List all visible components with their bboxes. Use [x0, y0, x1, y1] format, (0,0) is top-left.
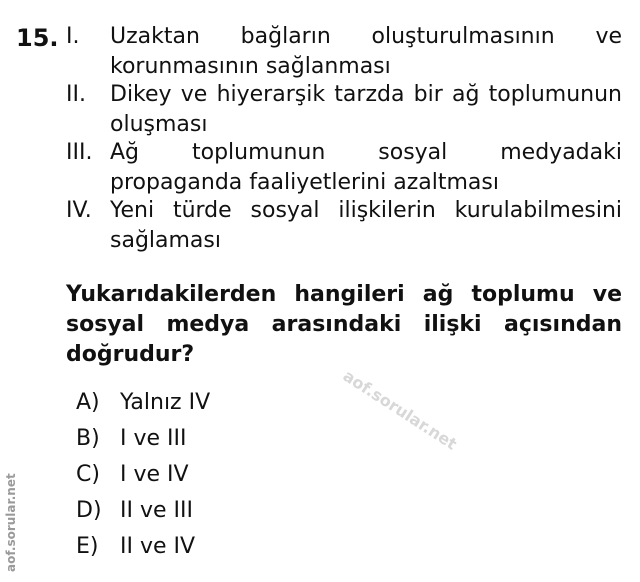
- statement-2: [66, 80, 622, 140]
- statement-roman: II.: [66, 82, 86, 107]
- statement-roman: I.: [66, 24, 80, 49]
- statement-1: [66, 22, 622, 82]
- option-text: II ve IV: [120, 534, 196, 559]
- option-a[interactable]: [76, 388, 210, 418]
- option-letter: C): [76, 462, 100, 487]
- option-letter: A): [76, 390, 100, 415]
- option-b[interactable]: [76, 424, 187, 454]
- option-d[interactable]: [76, 496, 193, 526]
- statement-text: Dikey ve hiyerarşik tarzda bir ağ toplumunun oluşması: [110, 82, 622, 137]
- option-text: Yalnız IV: [120, 390, 211, 415]
- option-text: I ve IV: [120, 462, 189, 487]
- statement-text: Uzaktan bağların oluşturulmasının ve korunmasının sağlanması: [110, 24, 622, 79]
- option-letter: D): [76, 498, 102, 523]
- option-text: I ve III: [120, 426, 187, 451]
- question-number: 15.: [16, 24, 59, 52]
- watermark-diagonal: aof.sorular.net: [339, 366, 461, 454]
- watermark-side: aof.sorular.net: [4, 473, 18, 572]
- statement-roman: IV.: [66, 198, 92, 223]
- statement-3: [66, 138, 622, 198]
- option-text: II ve III: [120, 498, 193, 523]
- statement-text: Ağ toplumunun sosyal medyadaki propaganda faaliyetlerini azaltması: [110, 140, 622, 195]
- statement-text: Yeni türde sosyal ilişkilerin kurulabilmesini sağlaması: [110, 198, 622, 253]
- option-letter: B): [76, 426, 100, 451]
- question-prompt: Yukarıdakilerden hangileri ağ toplumu ve sosyal medya arasındaki ilişki açısından doğrudur?: [66, 282, 622, 367]
- statement-4: [66, 196, 622, 256]
- statement-roman: III.: [66, 140, 93, 165]
- option-c[interactable]: [76, 460, 189, 490]
- option-letter: E): [76, 534, 99, 559]
- option-e[interactable]: [76, 532, 195, 562]
